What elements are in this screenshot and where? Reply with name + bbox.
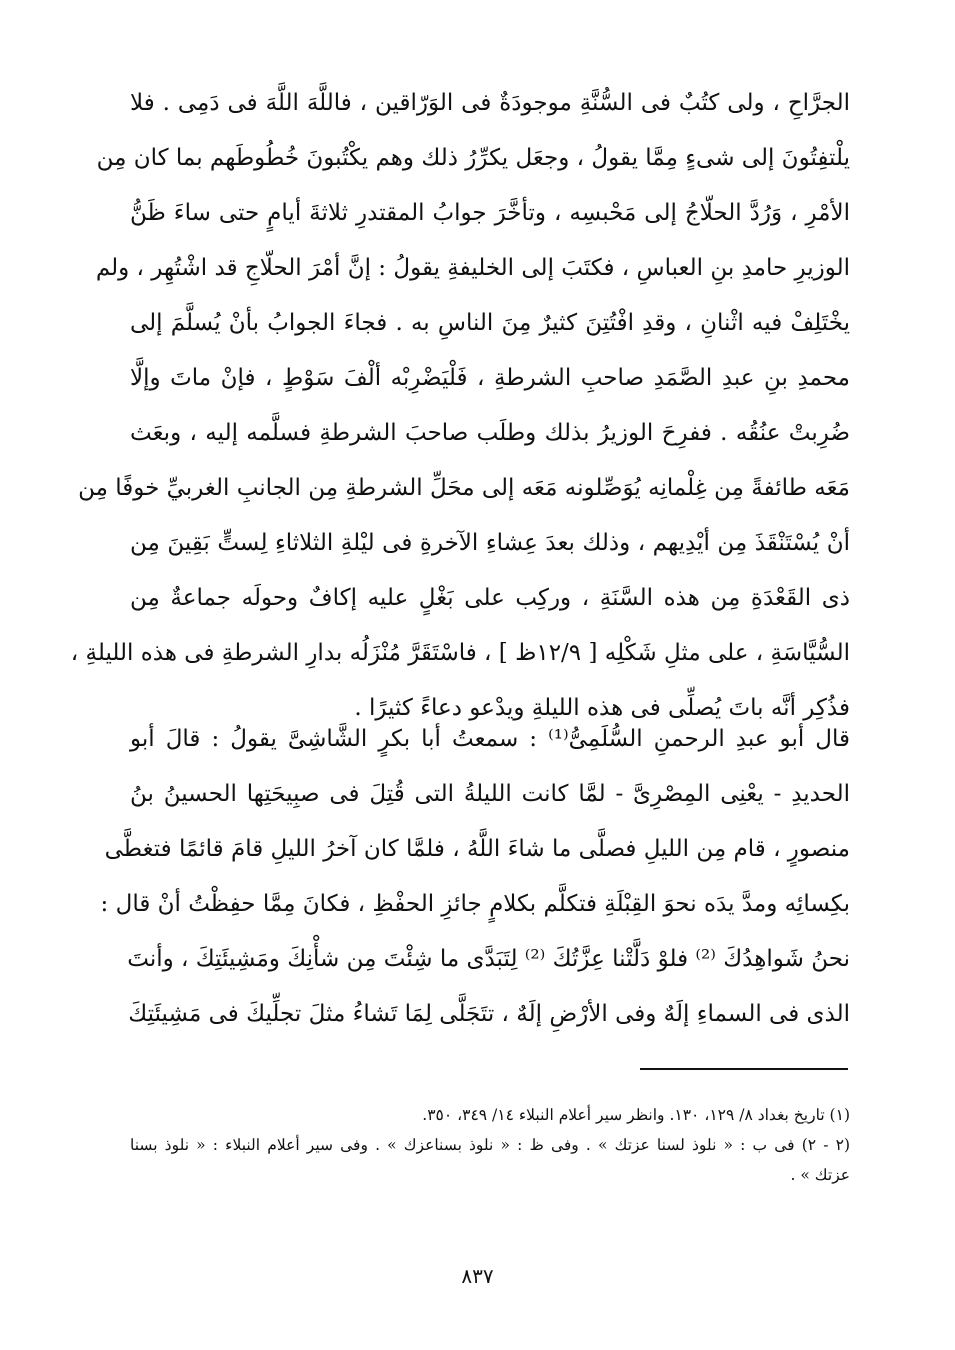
footnotes	[130, 1100, 850, 1190]
footnote-2-continued: عزتك » .	[790, 1166, 850, 1184]
footnote-separator	[640, 1068, 848, 1070]
text-line: ضُرِبتْ عنُقُه . ففرِحَ الوزيرُ بذلك وطلَب صاحبَ الشرطةِ فسلَّمه إليه ، وبعَث	[130, 420, 850, 446]
text-line: الذى فى السماءِ إلَهٌ وفى الأرْضِ إلَهٌ ، تتَجَلَّى لِمَا تَشاءُ مثلَ تجلِّيكَ فى مَشِيئَتِكَ	[128, 1001, 850, 1027]
text-line: الوزيرِ حامدِ بنِ العباسِ ، فكتَبَ إلى الخليفةِ يقولُ : إنَّ أمْرَ الحلّاجِ قد اشْتُهِر ، ولم	[95, 255, 850, 281]
text-line: منصورٍ ، قام مِن الليلِ فصلَّى ما شاءَ اللَّهُ ، فلمَّا كان آخرُ الليلِ قامَ قائمًا فتغطَّى	[104, 836, 850, 862]
text-line: مَعَه طائفةً مِن غِلْمانِه يُوَصِّلونه مَعَه إلى محَلِّ الشرطةِ مِن الجانبِ الغربيِّ خوفًا مِن	[78, 475, 850, 501]
text-line: الأمْرِ ، وَرُدَّ الحلّاجُ إلى مَحْبسِه ، وتأخَّرَ جوابُ المقتدرِ ثلاثةَ أيامٍ حتى ساءَ ظَنُّ	[130, 200, 850, 226]
text-line: أنْ يُسْتَنْقَذَ مِن أيْدِيهم ، وذلك بعدَ عِشاءِ الآخرةِ فى ليْلةِ الثلاثاءِ لِستٍّ بَقِينَ مِن	[130, 530, 850, 556]
text-line: فذُكِر أنَّه باتَ يُصلِّى فى هذه الليلةِ ويدْعو دعاءً كثيرًا .	[354, 695, 850, 721]
text-line: يخْتَلِفْ فيه اثْنانِ ، وقدِ افْتُتِنَ كثيرٌ مِنَ الناسِ به . فجاءَ الجوابُ بأنْ يُسلَّمَ إلى	[130, 310, 850, 336]
text-line: يلْتفِتُونَ إلى شىءٍ مِمَّا يقولُ ، وجعَل يكرِّرُ ذلك وهم يكْتُبونَ خُطُوطَهم بما كان مِن	[96, 145, 850, 171]
page-number: ٨٣٧	[461, 1264, 494, 1288]
text-line: ذى القَعْدَةِ مِن هذه السَّنَةِ ، وركِب على بَغْلٍ عليه إكافٌ وحولَه جماعةٌ مِن	[130, 585, 850, 611]
text-line: الحديدِ - يعْنِى المِصْرِىَّ - لمَّا كانت الليلةُ التى قُتِلَ فى صبِيحَتِها الحسينُ بنُ	[130, 781, 850, 807]
body-paragraph-1	[70, 76, 850, 736]
text-line: السُّيَّاسَةِ ، على مثلِ شَكْلِه [ ١٢/٩ظ ] ، فاسْتَقَرَّ مُنْزَلُه بدارِ الشرطةِ فى هذه الليلةِ ،	[70, 640, 850, 666]
body-paragraph-2	[100, 712, 850, 1042]
text-line: الجرَّاحِ ، ولى كتُبٌ فى السُّنَّةِ موجودَةٌ فى الوَرّاقين ، فاللَّهَ اللَّهَ فى دَمِى . فلا	[130, 90, 850, 116]
text-line: قال أبو عبدِ الرحمنِ السُّلَمِىُّ⁽¹⁾ : سمعتُ أبا بكرٍ الشَّاشِىَّ يقولُ : قالَ أبو	[130, 726, 850, 752]
text-line: نحنُ شَواهِدُكَ ⁽²⁾ فلوْ دَلَّتْنا عِزَّتُكَ ⁽²⁾ لِتَبَدَّى ما شِئْتَ مِن شأْنِكَ ومَشِيئَتِكَ ، وأنتَ	[127, 946, 850, 972]
footnote-1: (١) تاريخ بغداد ٨/ ١٢٩، ١٣٠. وانظر سير أعلام النبلاء ١٤/ ٣٤٩، ٣٥٠.	[422, 1106, 850, 1124]
footnote-2: (٢ - ٢) فى ب : « نلوذ لسنا عزتك » . وفى ظ : « نلوذ بسناعزك » . وفى سير أعلام النبلاء : « نلوذ بسنا	[130, 1136, 851, 1154]
text-line: محمدِ بنِ عبدِ الصَّمَدِ صاحبِ الشرطةِ ، فَلْيَضْرِبْه ألْفَ سَوْطٍ ، فإنْ ماتَ وإلَّا	[130, 365, 850, 391]
text-line: بكِسائِه ومدَّ يدَه نحوَ القِبْلَةِ فتكلَّم بكلامٍ جائزِ الحفْظِ ، فكانَ مِمَّا حفِظْتُ أنْ قال :	[100, 891, 850, 917]
